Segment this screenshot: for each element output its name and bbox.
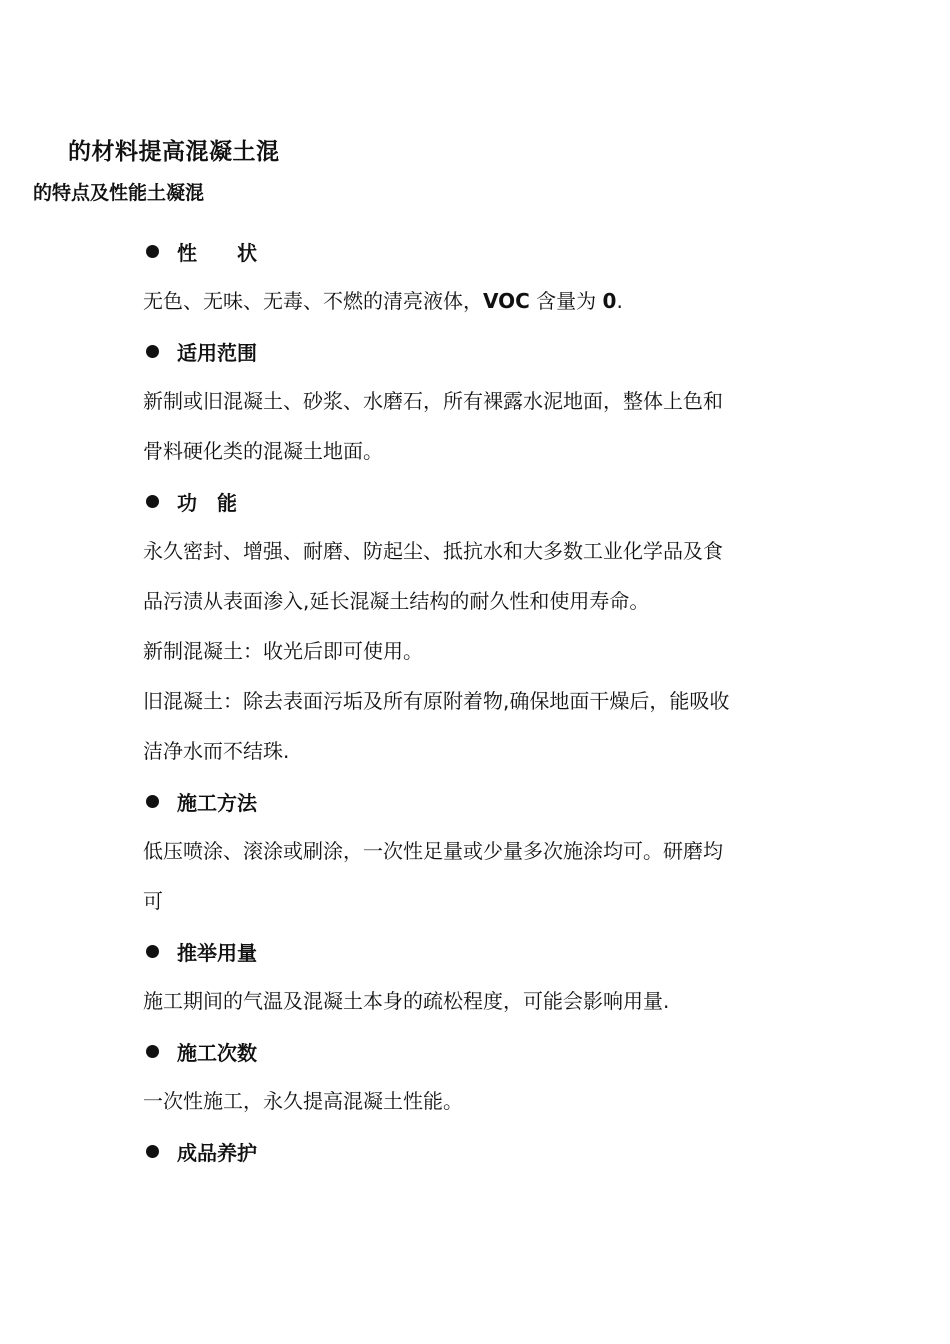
section-heading-dosage [143,926,813,976]
bullet-icon [146,495,159,508]
document-title-line-1: 的材料提高混凝土混 [68,139,280,165]
section-heading-label: 施工次数 [177,1040,257,1065]
bullet-icon [146,945,159,958]
bullet-icon [146,1145,159,1158]
bullet-icon [146,345,159,358]
body-text-line: 低压喷涂、滚涂或刷涂，一次性足量或少量多次施涂均可。研磨均 [143,839,723,863]
section-heading-maintenance [143,1126,813,1176]
bullet-icon [146,245,159,258]
section-heading-scope [143,326,813,376]
body-text-line: 骨料硬化类的混凝土地面。 [143,439,383,463]
body-text-line: 新制或旧混凝土、砂浆、水磨石，所有裸露水泥地面，整体上色和 [143,389,723,413]
bullet-icon [146,1045,159,1058]
section-heading-label: 施工方法 [177,790,257,815]
body-text-line: 永久密封、增强、耐磨、防起尘、抵抗水和大多数工业化学品及食 [143,539,723,563]
section-heading-method [143,776,813,826]
section-heading-label: 适用范围 [177,340,257,365]
section-heading-label: 推举用量 [177,940,257,965]
section-heading-label: 成品养护 [177,1140,257,1165]
section-heading-applications [143,1026,813,1076]
body-text-line: 新制混凝土：收光后即可使用。 [143,639,423,663]
body-text-line: 旧混凝土：除去表面污垢及所有原附着物,确保地面干燥后，能吸收 [143,689,730,713]
section-heading-label: 功 能 [177,490,237,515]
section-heading-function [143,476,813,526]
body-text-line: 品污渍从表面渗入,延长混凝土结构的耐久性和使用寿命。 [143,589,650,613]
bullet-icon [146,795,159,808]
body-text-line: 一次性施工，永久提高混凝土性能。 [143,1089,463,1113]
properties-text: 无色、无味、无毒、不燃的清亮液体，VOC 含量为 0. [143,289,623,313]
section-heading-properties [143,226,813,276]
document-body [143,226,813,1176]
body-text-line: 施工期间的气温及混凝土本身的疏松程度，可能会影响用量. [143,989,670,1013]
body-text-line: 可 [143,889,163,913]
body-text-line: 洁净水而不结珠. [143,739,290,763]
document-title-line-2: 的特点及性能土凝混 [33,182,205,204]
section-heading-label: 性 状 [177,240,257,265]
